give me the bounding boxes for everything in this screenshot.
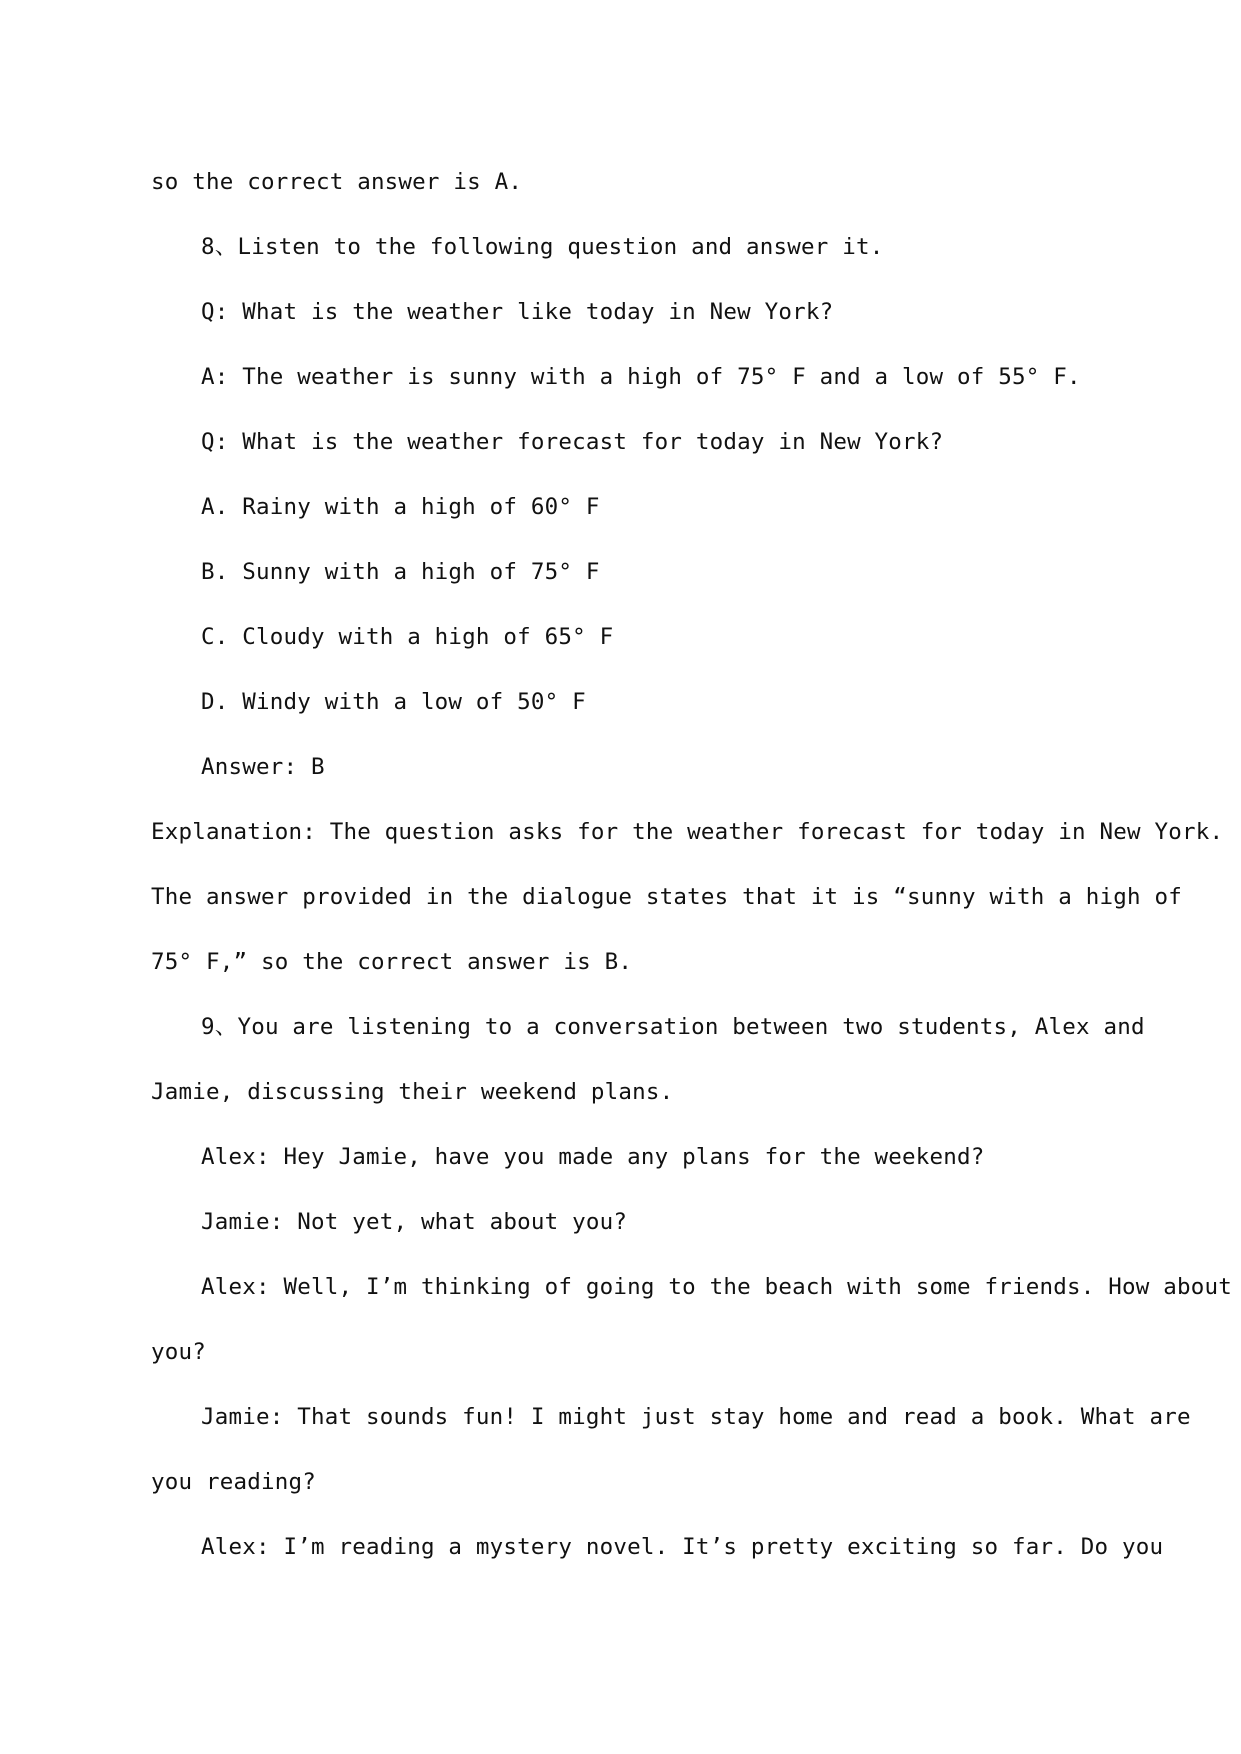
dialogue-line: Alex: Hey Jamie, have you made any plans for the weekend? bbox=[201, 1144, 985, 1170]
text-line: so the correct answer is A. bbox=[151, 169, 523, 195]
dialogue-line-cont: you reading? bbox=[151, 1469, 316, 1495]
dialogue-line-cont: you? bbox=[151, 1339, 206, 1365]
explanation-line: Explanation: The question asks for the weather forecast for today in New York. bbox=[151, 819, 1224, 845]
dialogue-line: Jamie: That sounds fun! I might just stay home and read a book. What are bbox=[201, 1404, 1191, 1430]
question-8-prompt: 8、Listen to the following question and answer it. bbox=[201, 234, 884, 260]
explanation-line: 75° F,” so the correct answer is B. bbox=[151, 949, 633, 975]
option-c: C. Cloudy with a high of 65° F bbox=[201, 624, 614, 650]
document-body bbox=[151, 150, 1232, 1580]
dialogue-answer: A: The weather is sunny with a high of 75° F and a low of 55° F. bbox=[201, 364, 1081, 390]
answer-line: Answer: B bbox=[201, 754, 325, 780]
dialogue-question: Q: What is the weather like today in New York? bbox=[201, 299, 834, 325]
dialogue-line: Jamie: Not yet, what about you? bbox=[201, 1209, 628, 1235]
dialogue-line: Alex: Well, I’m thinking of going to the beach with some friends. How about bbox=[201, 1274, 1232, 1300]
option-a: A. Rainy with a high of 60° F bbox=[201, 494, 600, 520]
explanation-line: The answer provided in the dialogue states that it is “sunny with a high of bbox=[151, 884, 1182, 910]
dialogue-line: Alex: I’m reading a mystery novel. It’s pretty exciting so far. Do you bbox=[201, 1534, 1164, 1560]
option-d: D. Windy with a low of 50° F bbox=[201, 689, 586, 715]
question-9-prompt-cont: Jamie, discussing their weekend plans. bbox=[151, 1079, 674, 1105]
question-text: Q: What is the weather forecast for today in New York? bbox=[201, 429, 944, 455]
question-9-prompt: 9、You are listening to a conversation between two students, Alex and bbox=[201, 1014, 1145, 1040]
option-b: B. Sunny with a high of 75° F bbox=[201, 559, 600, 585]
